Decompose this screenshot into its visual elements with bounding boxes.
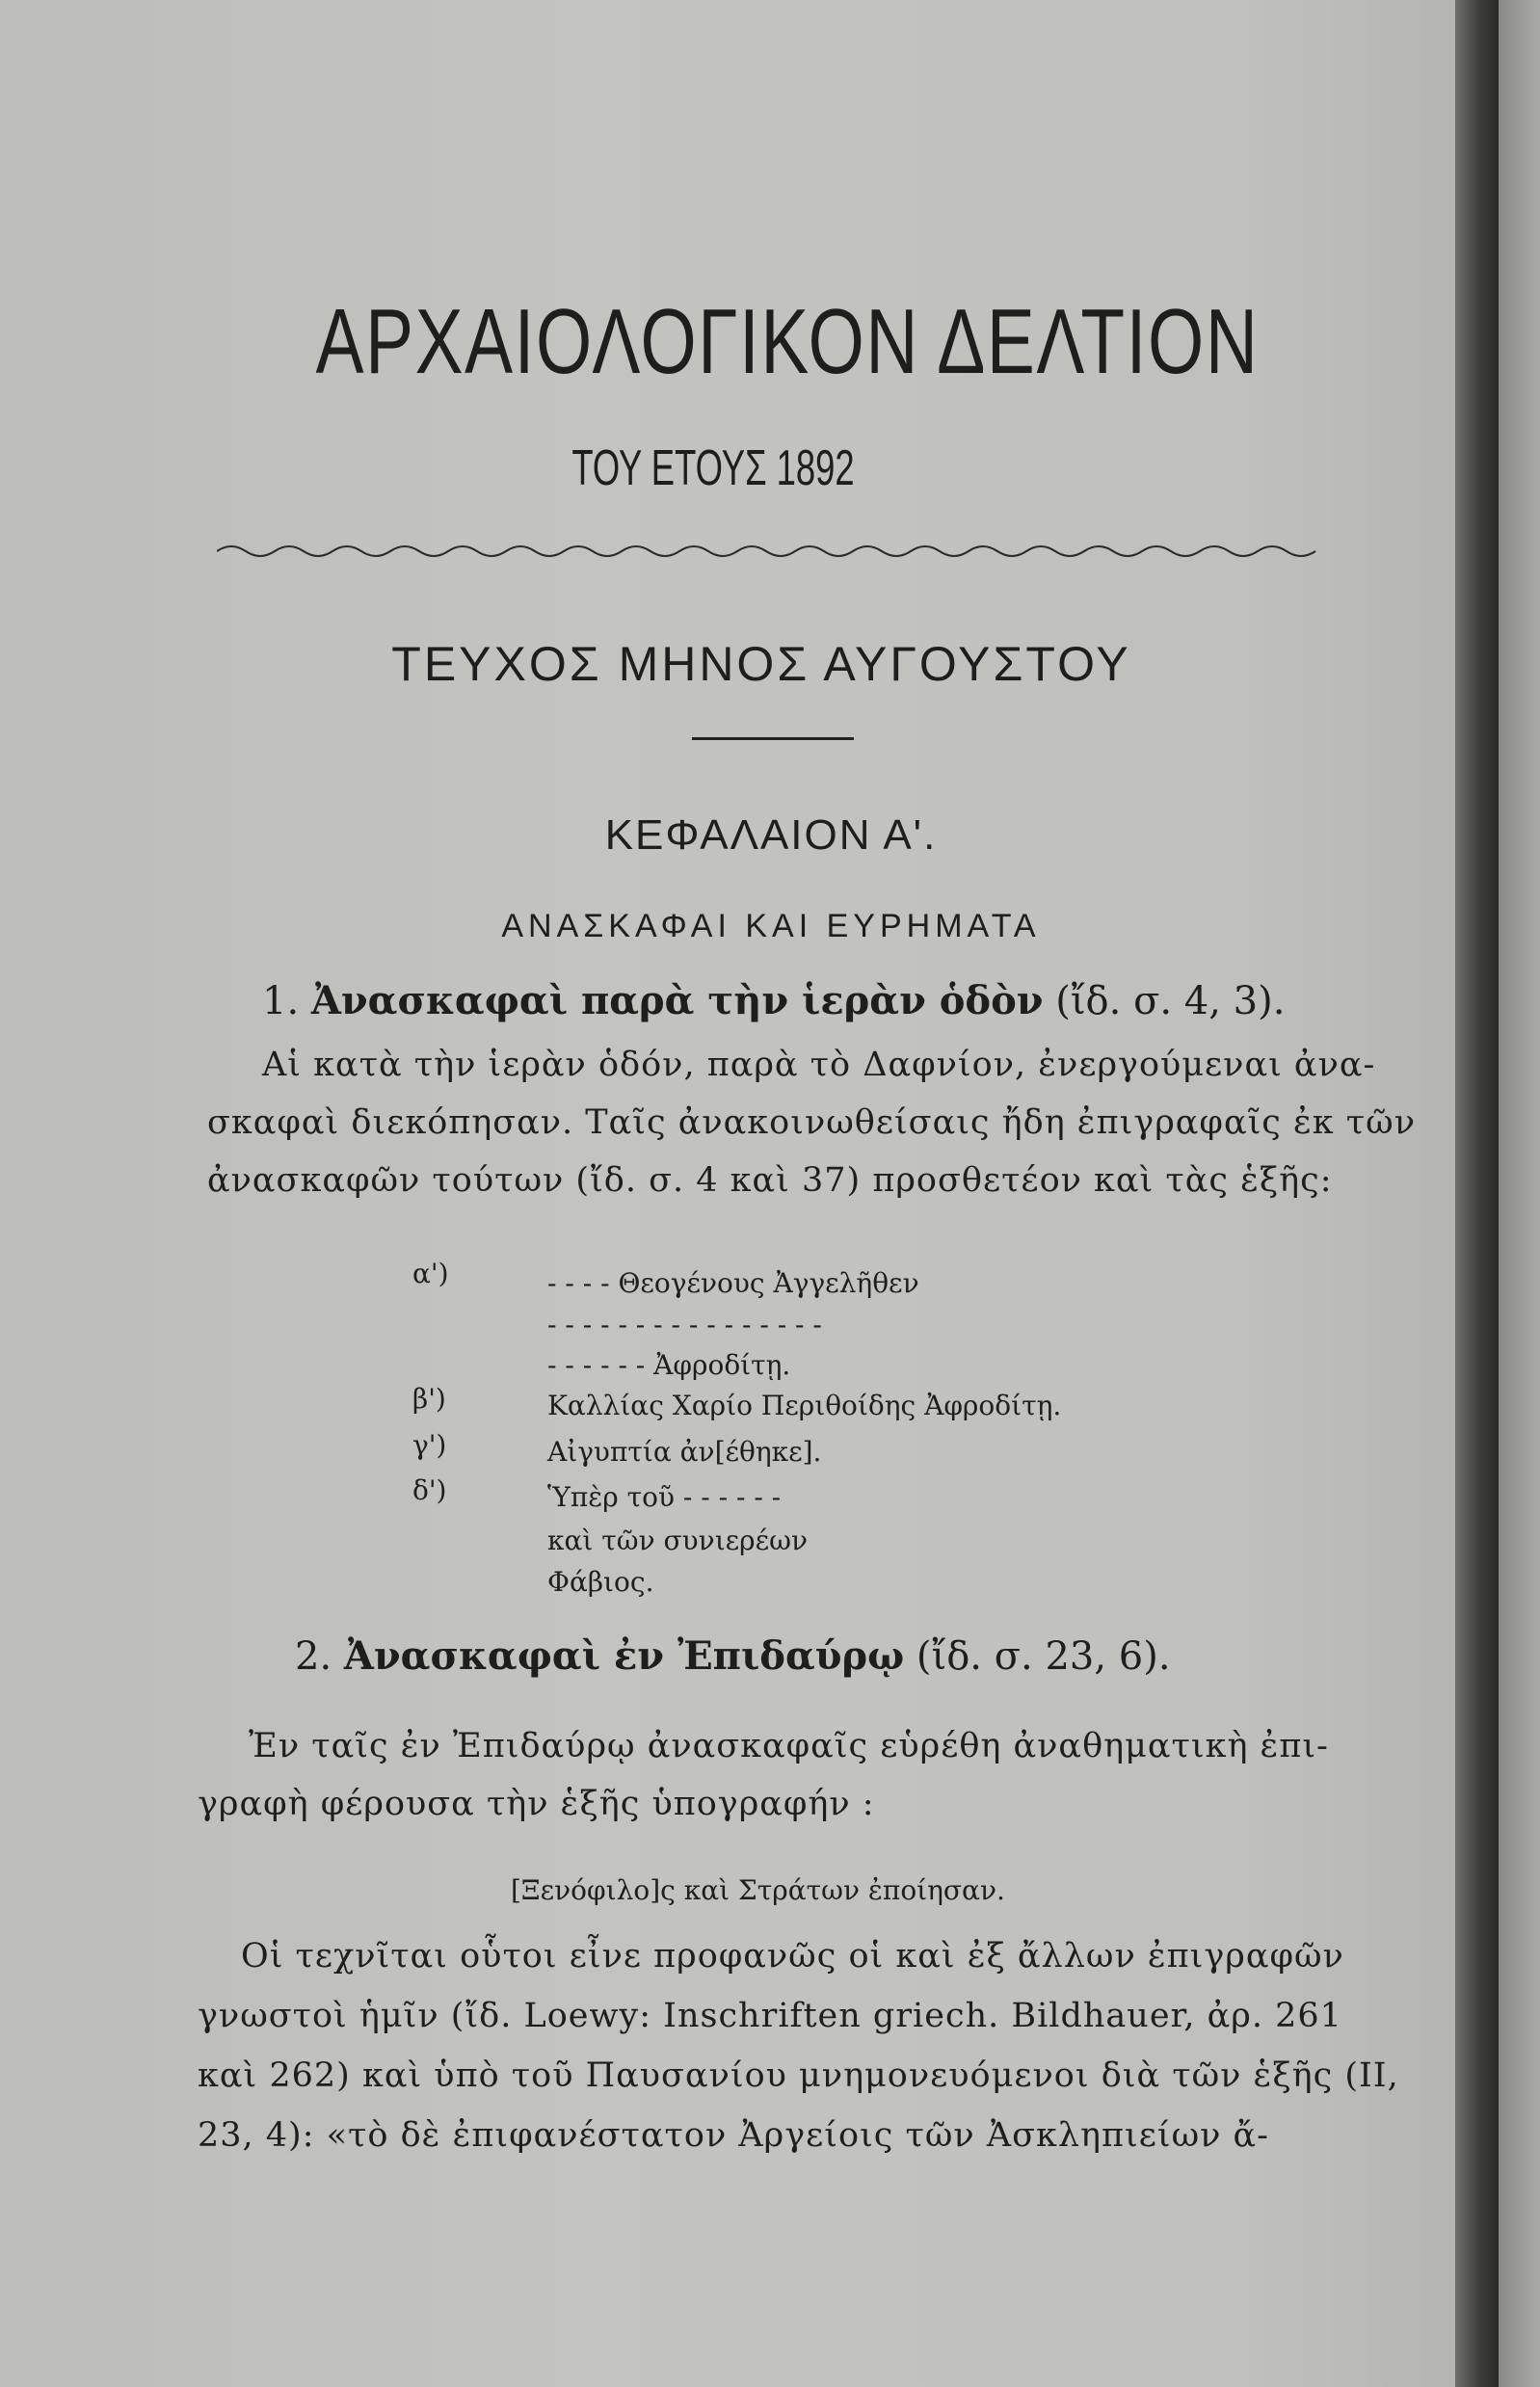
inscription-label: β') bbox=[412, 1383, 446, 1415]
article-2-ref: (ἴδ. σ. 23, 6). bbox=[916, 1634, 1171, 1679]
section-heading: ΑΝΑΣΚΑΦΑΙ ΚΑΙ ΕΥΡΗΜΑΤΑ bbox=[501, 908, 1041, 944]
article-2-heading bbox=[295, 1633, 1171, 1679]
short-rule bbox=[692, 737, 854, 740]
article-2-line: γνωστοὶ ἡμῖν (ἴδ. Loewy: Inschriften griech. Bildhauer, ἀρ. 261 bbox=[198, 1997, 1342, 2035]
inscription-line: Καλλίας Χαρίο Περιθοίδης Ἀφροδίτῃ. bbox=[547, 1390, 1062, 1421]
inscription-line: [Ξενόφιλο]ς καὶ Στράτων ἐποίησαν. bbox=[511, 1874, 1005, 1906]
chapter-heading: ΚΕΦΑΛΑΙΟΝ Α'. bbox=[604, 811, 938, 859]
inscription-line: - - - - - - - - - - - - - - - - bbox=[547, 1309, 822, 1340]
inscription-line: καὶ τῶν συνιερέων bbox=[547, 1525, 808, 1556]
article-2-line: Οἱ τεχνῖται οὗτοι εἶνε προφανῶς οἱ καὶ ἐξ ἄλλων ἐπιγραφῶν bbox=[241, 1937, 1344, 1976]
journal-title: ΑΡΧΑΙΟΛΟΓΙΚΟΝ ΔΕΛΤΙΟΝ bbox=[315, 290, 1260, 393]
inscription-label: δ') bbox=[412, 1474, 447, 1506]
article-1-ref: (ἴδ. σ. 4, 3). bbox=[1055, 979, 1286, 1023]
inscription-line: Αἰγυπτία ἀν[έθηκε]. bbox=[547, 1436, 822, 1468]
book-gutter bbox=[1455, 0, 1499, 2387]
article-1-line: ἀνασκαφῶν τούτων (ἴδ. σ. 4 καὶ 37) προσθετέον καὶ τὰς ἑξῆς: bbox=[207, 1161, 1333, 1200]
journal-year: ΤΟΥ ΕΤΟΥΣ 1892 bbox=[571, 440, 855, 496]
article-1-line: σκαφαὶ διεκόπησαν. Ταῖς ἀνακοινωθείσαις ἤδη ἐπιγραφαῖς ἐκ τῶν bbox=[207, 1103, 1416, 1142]
wavy-divider bbox=[217, 540, 1335, 569]
inscription-line: - - - - Θεογένους Ἀγγελῆθεν bbox=[547, 1267, 919, 1299]
article-2-line: καὶ 262) καὶ ὑπὸ τοῦ Παυσανίου μνημονευόμενοι διὰ τῶν ἑξῆς (ΙΙ, bbox=[198, 2056, 1399, 2095]
article-2-line: Ἐν ταῖς ἐν Ἐπιδαύρῳ ἀνασκαφαῖς εὑρέθη ἀναθηματικὴ ἐπι- bbox=[249, 1727, 1329, 1765]
article-1-line: Αἱ κατὰ τὴν ἱερὰν ὁδόν, παρὰ τὸ Δαφνίον, ἐνεργούμεναι ἀνα- bbox=[262, 1046, 1376, 1084]
inscription-line: Φάβιος. bbox=[547, 1566, 654, 1598]
article-1-number: 1. bbox=[262, 979, 300, 1023]
article-1-title: Ἀνασκαφαὶ παρὰ τὴν ἱερὰν ὁδὸν bbox=[310, 978, 1044, 1023]
inscription-label: γ') bbox=[412, 1429, 447, 1461]
article-2-title: Ἀνασκαφαὶ ἐν Ἐπιδαύρῳ bbox=[343, 1633, 905, 1679]
article-2-line: 23, 4): «τὸ δὲ ἐπιφανέστατον Ἀργείοις τῶν Ἀσκληπιείων ἄ- bbox=[198, 2116, 1269, 2155]
article-2-number: 2. bbox=[295, 1634, 332, 1679]
article-1-heading bbox=[262, 978, 1285, 1023]
inscription-line: - - - - - - Ἀφροδίτῃ. bbox=[547, 1349, 791, 1381]
inscription-line: Ὑπὲρ τοῦ - - - - - - bbox=[547, 1481, 782, 1513]
page-edge bbox=[1499, 0, 1540, 2387]
article-2-line: γραφὴ φέρουσα τὴν ἑξῆς ὑπογραφήν : bbox=[198, 1785, 875, 1823]
issue-heading: ΤΕΥΧΟΣ ΜΗΝΟΣ ΑΥΓΟΥΣΤΟΥ bbox=[391, 637, 1131, 691]
inscription-label: α') bbox=[412, 1258, 449, 1289]
